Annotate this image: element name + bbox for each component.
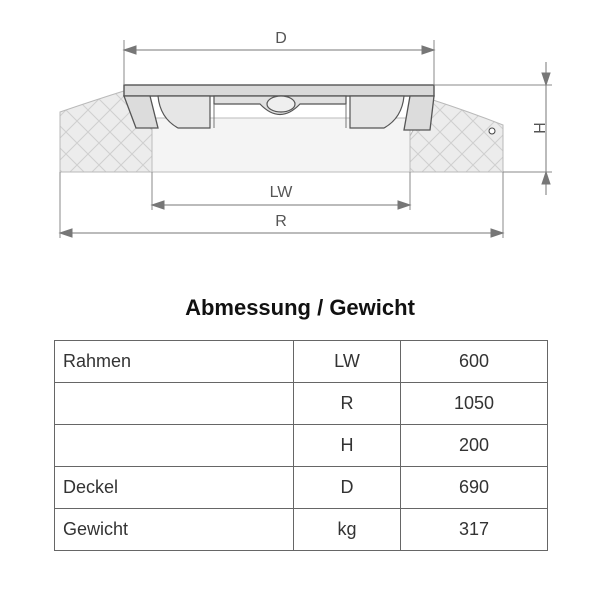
row-value: 317: [401, 509, 548, 551]
cover-handle: [267, 96, 295, 112]
section-title: Abmessung / Gewicht: [185, 295, 415, 320]
row-value: 690: [401, 467, 548, 509]
row-name: [55, 383, 294, 425]
table-row: [55, 425, 548, 467]
frame-right: [404, 96, 434, 130]
dim-label-r: R: [275, 213, 287, 230]
dim-label-lw: LW: [269, 184, 293, 201]
table-row: [55, 467, 548, 509]
row-unit: kg: [294, 509, 401, 551]
row-name: [55, 425, 294, 467]
dim-label-h: H: [530, 122, 547, 134]
table-row: [55, 341, 548, 383]
row-name: Deckel: [55, 467, 294, 509]
dim-label-d: D: [275, 30, 287, 47]
row-name: Rahmen: [55, 341, 294, 383]
cover-plate: [124, 85, 434, 96]
technical-drawing: [0, 0, 600, 285]
row-value: 1050: [401, 383, 548, 425]
row-unit: LW: [294, 341, 401, 383]
dimension-table: [54, 340, 548, 551]
row-value: 200: [401, 425, 548, 467]
table-row: [55, 509, 548, 551]
row-unit: D: [294, 467, 401, 509]
anchor-hole: [489, 128, 495, 134]
row-name: Gewicht: [55, 509, 294, 551]
table-row: [55, 383, 548, 425]
row-unit: H: [294, 425, 401, 467]
row-unit: R: [294, 383, 401, 425]
row-value: 600: [401, 341, 548, 383]
